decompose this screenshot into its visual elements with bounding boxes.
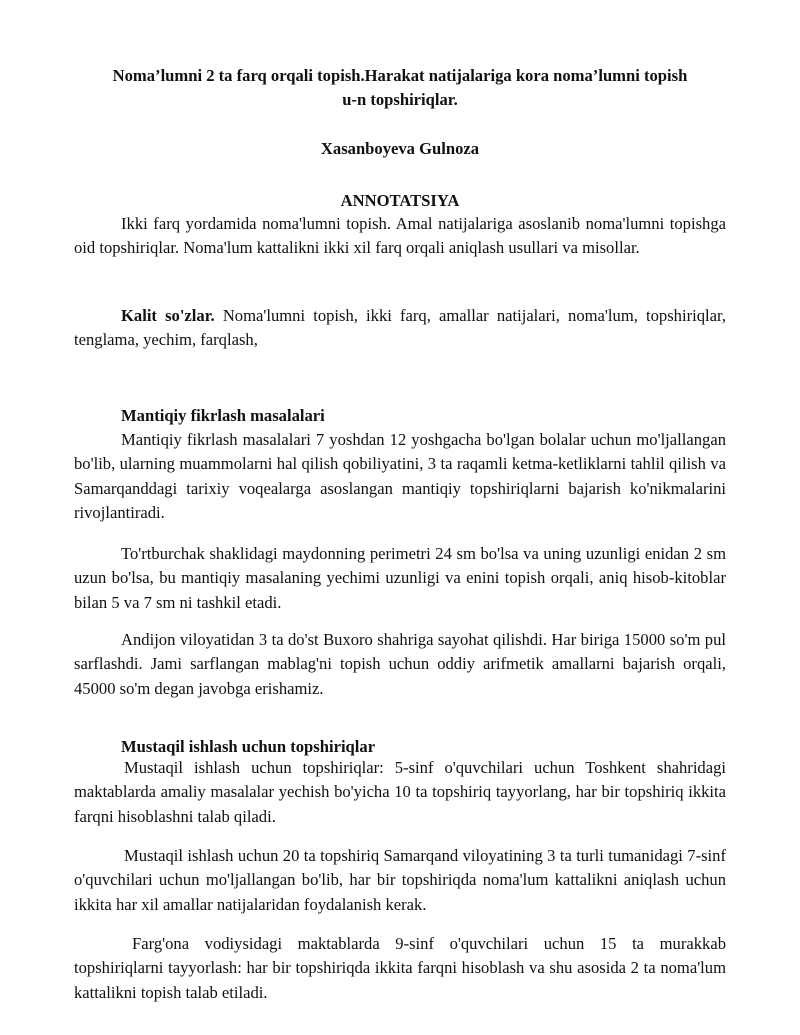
section1-paragraph-2: To'rtburchak shaklidagi maydonning perimetri 24 sm bo'lsa va uning uzunligi enidan 2 sm uzun bo'lsa, bu mantiqiy masalaning yechimi uzunligi va enini topish orqali, aniq hisob-kitoblar bilan 5 va 7 sm ni tashkil etadi.: [74, 544, 726, 612]
section2-paragraph-1: Mustaqil ishlash uchun topshiriqlar: 5-sinf o'quvchilari uchun Toshkent shahridagi maktablarda amaliy masalalar yechish bo'yicha 10 ta topshiriq tayyorlang, har bir topshiriq ikkita farqni hisoblashni talab qiladi.: [74, 758, 726, 826]
keywords-text: Noma'lumni topish, ikki farq, amallar natijalari, noma'lum, topshiriqlar, tenglama, yechim, farqlash,: [74, 306, 726, 350]
section-heading-independent-tasks: Mustaqil ishlash uchun topshiriqlar: [121, 737, 376, 756]
section-heading-logic-problems: Mantiqiy fikrlash masalalari: [121, 406, 325, 425]
keywords-paragraph: [74, 304, 726, 353]
section1-paragraph-1: Mantiqiy fikrlash masalalari 7 yoshdan 12 yoshgacha bo'lgan bolalar uchun mo'ljallangan bo'lib, ularning muammolarni hal qilish qobiliyatini, 3 ta raqamli ketma-ketliklarni tahlil qilish va Samarqanddagi tarixiy voqealarga asoslangan mantiqiy topshiriqlarni bajarish ko'nikmalarini rivojlantiradi.: [74, 430, 726, 522]
keywords-label: Kalit so'zlar.: [121, 306, 215, 325]
paper-title-line-2: u-n topshiriqlar.: [342, 90, 458, 109]
paper-title-line-1: Noma’lumni 2 ta farq orqali topish.Harakat natijalariga kora noma’lumni topish: [112, 66, 688, 85]
author-name: Xasanboyeva Gulnoza: [320, 139, 480, 158]
section2-paragraph-2: Mustaqil ishlash uchun 20 ta topshiriq Samarqand viloyatining 3 ta turli tumanidagi 7-sinf o'quvchilari uchun mo'ljallangan bo'lib, har bir topshiriqda noma'lum kattalikni aniqlash uchun ikkita har xil amallar natijalaridan foydalanish kerak.: [74, 846, 726, 914]
paper-title: [60, 64, 740, 112]
section2-paragraph-3: Farg'ona vodiysidagi maktablarda 9-sinf o'quvchilari uchun 15 ta murakkab topshiriqlarni tayyorlash: har bir topshiriqda ikkita farqni hisoblash va shu asosida 2 ta noma'lum kattalikni topish talab etiladi.: [74, 934, 726, 1002]
annotation-paragraph: Ikki farq yordamida noma'lumni topish. Amal natijalariga asoslanib noma'lumni topishga oid topshiriqlar. Noma'lum kattalikni ikki xil farq orqali aniqlash usullari va misollar.: [74, 214, 726, 258]
section1-paragraph-3: Andijon viloyatidan 3 ta do'st Buxoro shahriga sayohat qilishdi. Har biriga 15000 so'm pul sarflashdi. Jami sarflangan mablag'ni topish uchun oddiy arifmetik amallarni bajarish orqali, 45000 so'm degan javobga erishamiz.: [74, 630, 726, 698]
annotation-heading: ANNOTATSIYA: [340, 191, 460, 210]
